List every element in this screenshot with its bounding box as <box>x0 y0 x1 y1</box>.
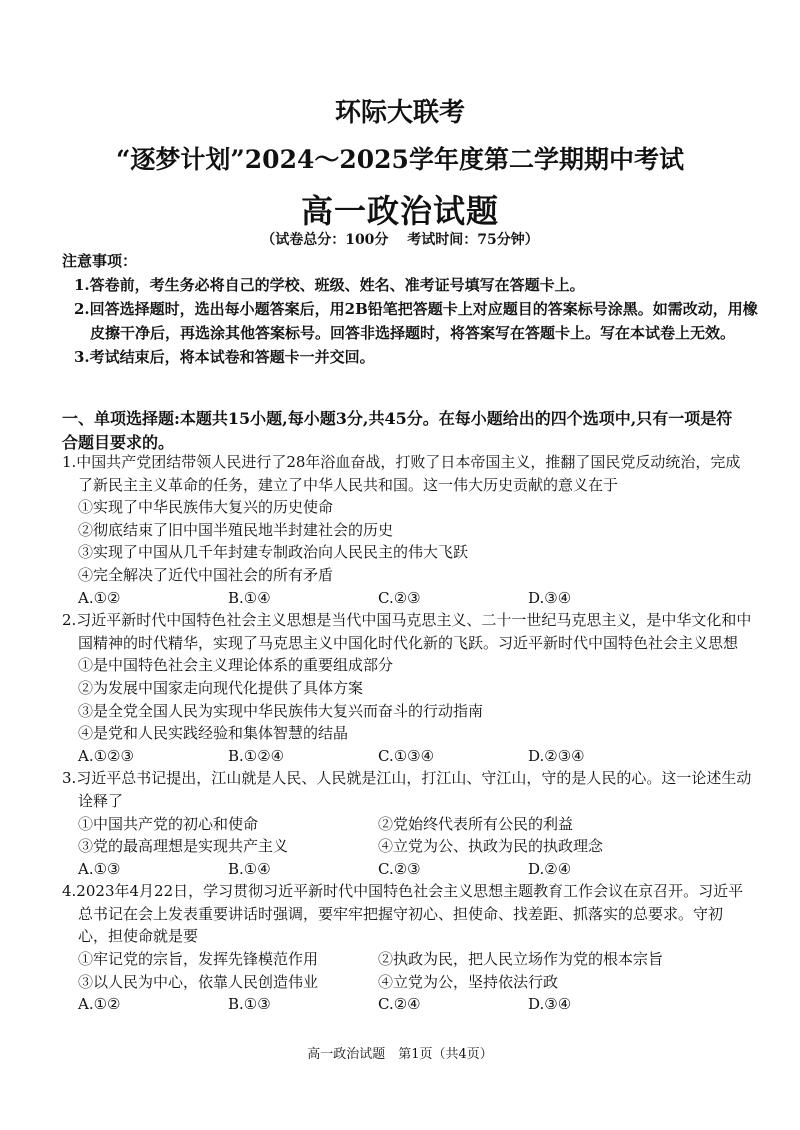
question-2 <box>62 609 752 767</box>
option-row <box>62 971 752 994</box>
option-row <box>62 948 752 971</box>
answer-choice-b: B.①④ <box>228 859 271 878</box>
answer-choice-c: C.②④ <box>378 995 421 1014</box>
notice-heading: 注意事项： <box>62 252 138 270</box>
question-option: ③实现了中国从几千年封建专制政治向人民民主的伟大飞跃 <box>78 543 469 562</box>
answer-choice-d: D.③④ <box>528 588 572 607</box>
page-title: 高一政治试题 <box>300 192 499 230</box>
question-option: ④是党和人民实践经验和集体智慧的结晶 <box>78 724 349 743</box>
page-footer: 高一政治试题 第1页（共4页） <box>307 1047 493 1062</box>
question-option: ③以人民为中心，依靠人民创造伟业 <box>78 972 319 991</box>
notice-item: 2.回答选择题时，选出每小题答案后，用2B铅笔把答题卡上对应题目的答案标号涂黑。如需改动，用橡皮擦干净后，再选涂其他答案标号。回答非选择题时，将答案写在答题卡上。写在本试卷上无效。 <box>74 300 758 342</box>
question-option: ④立党为公、执政为民的执政理念 <box>378 837 604 856</box>
answer-choice-b: B.①④ <box>228 588 271 607</box>
option-row <box>62 813 752 836</box>
exam-meta: （试卷总分：100分 考试时间：75分钟） <box>261 232 539 248</box>
answer-choice-a: A.①② <box>78 588 121 607</box>
answer-choice-d: D.③④ <box>528 995 572 1014</box>
answer-choice-a: A.①③ <box>78 859 121 878</box>
notice-item: 1.答卷前，考生务必将自己的学校、班级、姓名、准考证号填写在答题卡上。 <box>74 276 585 294</box>
section-heading: 一、单项选择题:本题共15小题,每小题3分,共45分。在每小题给出的四个选项中,只有一项是符合题目要求的。 <box>62 409 733 452</box>
question-stem: 4.2023年4月22日，学习贯彻习近平新时代中国特色社会主义思想主题教育工作会议在京召开。习近平总书记在会上发表重要讲话时强调，要牢牢把握守初心、担使命、找差距、抓落实的总要求。守初心，担使命就是要 <box>62 882 744 946</box>
question-option: ④完全解决了近代中国社会的所有矛盾 <box>78 565 334 584</box>
answer-choice-c: C.②③ <box>378 588 421 607</box>
answer-choice-c: C.②③ <box>378 859 421 878</box>
question-option: ①中国共产党的初心和使命 <box>78 814 259 833</box>
answer-choices <box>62 745 752 768</box>
question-3 <box>62 767 752 880</box>
question-option: ②为发展中国家走向现代化提供了具体方案 <box>78 678 364 697</box>
question-stem: 1.中国共产党团结带领人民进行了28年浴血奋战，打败了日本帝国主义，推翻了国民党反动统治，完成了新民主主义革命的任务，建立了中华人民共和国。这一伟大历史贡献的意义在于 <box>62 453 741 494</box>
notice-block <box>62 249 762 369</box>
answer-choice-a: A.①②③ <box>78 746 134 765</box>
question-option: ②执政为民，把人民立场作为党的根本宗旨 <box>378 950 664 969</box>
answer-choice-d: D.②④ <box>528 859 572 878</box>
question-option: ④立党为公，坚持依法行政 <box>378 972 559 991</box>
answer-choices <box>62 858 752 881</box>
answer-choices <box>62 993 752 1016</box>
answer-choice-b: B.①②④ <box>228 746 285 765</box>
exam-name: “逐梦计划”2024～2025学年度第二学期期中考试 <box>116 145 684 174</box>
answer-choice-d: D.②③④ <box>528 746 585 765</box>
question-list <box>62 451 752 1016</box>
question-stem: 3.习近平总书记提出，江山就是人民、人民就是江山，打江山、守江山，守的是人民的心。这一论述生动诠释了 <box>62 769 752 810</box>
answer-choice-a: A.①② <box>78 995 121 1014</box>
option-row <box>62 835 752 858</box>
answer-choice-b: B.①③ <box>228 995 271 1014</box>
question-stem: 2.习近平新时代中国特色社会主义思想是当代中国马克思主义、二十一世纪马克思主义，是中华文化和中国精神的时代精华，实现了马克思主义中国化时代化新的飞跃。习近平新时代中国特色社会主义思想 <box>62 611 752 652</box>
question-option: ③党的最高理想是实现共产主义 <box>78 837 289 856</box>
answer-choices <box>62 587 752 610</box>
question-option: ③是全党全国人民为实现中华民族伟大复兴而奋斗的行动指南 <box>78 701 484 720</box>
question-option: ①实现了中华民族伟大复兴的历史使命 <box>78 498 334 517</box>
question-1 <box>62 451 752 609</box>
question-option: ②彻底结束了旧中国半殖民地半封建社会的历史 <box>78 520 394 539</box>
answer-choice-c: C.①③④ <box>378 746 435 765</box>
question-option: ②党始终代表所有公民的利益 <box>378 814 574 833</box>
question-option: ①牢记党的宗旨，发挥先锋模范作用 <box>78 950 319 969</box>
exam-organizer: 环际大联考 <box>334 98 465 128</box>
notice-item: 3.考试结束后，将本试卷和答题卡一并交回。 <box>74 348 375 366</box>
question-option: ①是中国特色社会主义理论体系的重要组成部分 <box>78 656 394 675</box>
question-4 <box>62 880 752 1016</box>
